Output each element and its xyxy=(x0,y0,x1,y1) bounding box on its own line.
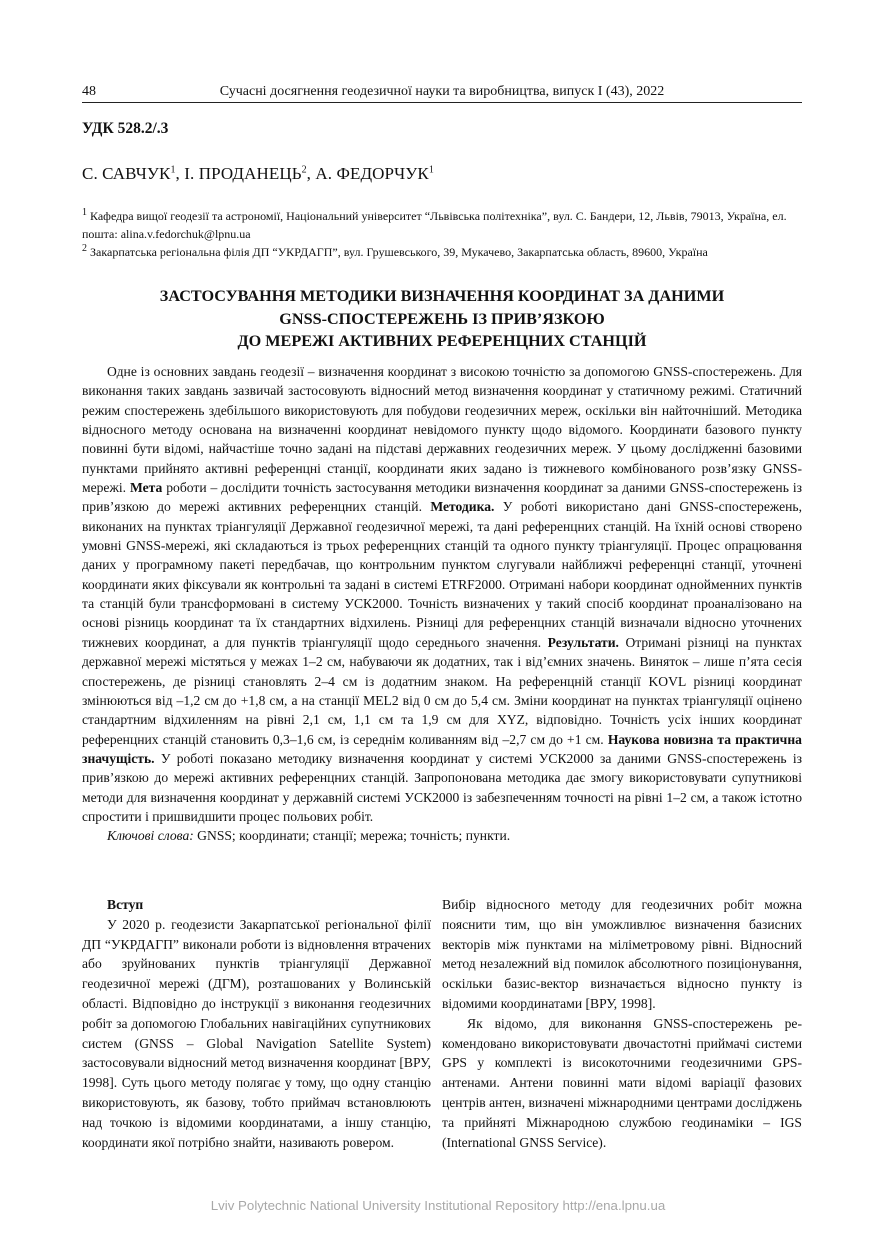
running-header xyxy=(82,84,802,103)
abstract-text: У роботі показано методику визначення координат у системі УСК2000 за даними GNSS-спостережень із прив’язкою до мережі активних референцних станцій. Запропонована методика дає змогу використовувати супутникові методи для визначення координат у державній системі УСК2000 із забезпеченням точності на рівні 1–2 см, а також істотно спростити і пришвидшити процес польових робіт. xyxy=(82,750,802,824)
author-separator: , xyxy=(306,164,316,183)
title-line: ЗАСТОСУВАННЯ МЕТОДИКИ ВИЗНАЧЕННЯ КООРДИНАТ ЗА ДАНИМИ xyxy=(159,287,725,305)
page-number: 48 xyxy=(82,84,96,99)
article-title xyxy=(82,285,802,353)
abstract-text: Одне із основних завдань геодезії – визначення координат з високою точністю за допомогою GNSS-спостережень. Для виконання таких завдань зазвичай застосовують відносний метод визначення координат у статичному режимі. Статичний режим спостережень здебільшого використовують для побудови геодезичних мереж, оскільки він найточніший. Методика відносного методу основана на визначенні координат невідомого пункту щодо відомого. Координати базового пункту повинні бути відомі, найчастіше точно задані на підставі державних геодезичних мереж. У цьому дослідженні базовими пунктами прийнято активні референцні станції, координати яких задано із тижневого комбінованого розв’язку GNSS-мережі. xyxy=(82,364,802,496)
affiliation xyxy=(82,207,802,243)
affiliations xyxy=(82,207,802,261)
affil-mark: 1 xyxy=(82,207,87,218)
left-column xyxy=(82,895,431,1152)
affil-text: Закарпатська регіональна філія ДП “УКРДАГП”, вул. Грушевського, 39, Мукачево, Закарпатська область, 89600, Україна xyxy=(87,245,708,259)
affiliation xyxy=(82,243,802,261)
author-name: С. САВЧУК xyxy=(82,164,171,183)
body-paragraph: Як відомо, для виконання GNSS-спостережень рекомендовано використовувати двочастотні приймачі системи GPS у комплекті із високоточними геодезичними GPS-антенами. Антени повинні мати відомі варіації фазових центрів антен, визначені міжнародними центрами досліджень та прийняті Міжнародною службою геодинаміки – IGS (International GNSS Service). xyxy=(442,1015,802,1150)
abstract-label-method: Методика. xyxy=(430,499,495,515)
author-name: А. ФЕДОРЧУК xyxy=(315,164,429,183)
abstract xyxy=(82,362,802,846)
author-name: І. ПРОДАНЕЦЬ xyxy=(184,164,302,183)
body-paragraph: У 2020 р. геодезисти Закарпатської регіональної філії ДП “УКРДАГП” виконали роботи із відновлення втрачених або зруйнованих пунктів тріангуляції Державної геодезичної мережі (ДГМ), розташованих у Волинській області. Відповідно до інструкції з виконання геодезичних робіт за допомогою Глобальних навігаційних супутникових систем (GNSS – Global Navigation Satellite System) застосовували відносний метод визначення координат [ВРУ, 1998]. Суть цього методу полягає у тому, що одну станцію використовують, як базову, тобто приймач встановлюють над точкою із відомими координатами, а іншу станцію, координати якої потрібно знайти, називають ровером. xyxy=(82,916,431,1150)
abstract-label-aim: Мета xyxy=(129,480,163,496)
abstract-paragraph xyxy=(82,362,802,826)
abstract-text: Отримані різниці на пунктах державної мережі містяться у межах 1–2 см, набуваючи як додатних, так і від’ємних значень. Виняток – лише п’ята сесія спостережень, де різниці становлять 2–4 см із додатним знаком. На референцній станції KOVL різниці координат змінюються від –1,2 см до +1,8 см, а на станції MEL2 від 0 см до 5,4 см. Зміни координат на пунктах тріангуляції оцінено стандартним відхиленням на рівні 2,1 см, 1,1 см та 1,9 см для XYZ, відповідно. Точність усіх інших координат референцних станцій становить 0,3–1,6 см, із середнім коливанням від –2,7 см до +1 см. xyxy=(82,634,803,747)
keywords xyxy=(82,826,802,845)
abstract-label-results: Результати. xyxy=(547,634,619,650)
title-line: GNSS-СПОСТЕРЕЖЕНЬ ІЗ ПРИВ’ЯЗКОЮ xyxy=(279,309,605,328)
abstract-text: роботи – дослідити точність застосування методики визначення координат за даними GNSS-спостережень із прив’язкою до мережі активних референцних станцій. xyxy=(82,480,802,515)
affil-mark: 2 xyxy=(82,243,87,254)
heading-intro: Вступ xyxy=(107,897,144,912)
udk-code: УДК 528.2/.3 xyxy=(82,120,169,137)
repository-footer: Lviv Polytechnic National University Institutional Repository http://ena.lpnu.ua xyxy=(210,1198,666,1213)
journal-title: Сучасні досягнення геодезичної науки та виробництва, випуск I (43), 2022 xyxy=(219,84,665,99)
author-affil-mark: 2 xyxy=(301,164,307,176)
keywords-label: Ключові слова: xyxy=(107,828,194,844)
author-affil-mark: 1 xyxy=(170,164,176,176)
body-paragraph: Вибір відносного методу для геодезичних робіт можна пояснити тим, що він уможливлює визначення базисних векторів між пунктами на міліметровому рівні. Відносний метод незалежний від помилок абсолютного позиціонування, оскільки базис-вектор визначається відносно пункту із відомими координатами [ВРУ, 1998]. xyxy=(442,897,802,1011)
affil-text: Кафедра вищої геодезії та астрономії, Національний університет “Львівська політехніка”, вул. С. Бандери, 12, Львів, 79013, Україна, ел. пошта: alina.v.fedorchuk@lpnu.ua xyxy=(82,209,787,241)
title-line: ДО МЕРЕЖІ АКТИВНИХ РЕФЕРЕНЦНИХ СТАНЦІЙ xyxy=(237,332,647,350)
abstract-label-novelty: Наукова новизна та практична значущість. xyxy=(82,731,802,766)
keywords-list: GNSS; координати; станції; мережа; точність; пункти. xyxy=(193,828,511,844)
abstract-text: У роботі використано дані GNSS-спостережень, виконаних на пунктах тріангуляції Державної геодезичної мережі, та дані референцних станцій. На їхній основі створено умовні GNSS-мережі, які складаються із трьох референцних станцій та одного пункту тріангуляції. Процес опрацювання даних у програмному пакеті передбачав, що контрольним пунктом слугували найближчі референцні станції, уточнені координати яких фіксували як контрольні та задані в системі ETRF2000. Отримані набори координат однойменних пунктів та станцій були трансформовані в систему УСК2000. Точність визначених у такий спосіб координат проаналізовано на основі різниць координат та їх стандартних відхилень. Різниці для референцних станцій визначали відносно уточнених тижневих координат, а для пунктів тріангуляції щодо середнього значення. xyxy=(82,499,803,650)
authors xyxy=(82,164,434,184)
right-column xyxy=(442,895,802,1152)
author-affil-mark: 1 xyxy=(428,164,434,176)
section-heading xyxy=(82,895,431,915)
author-separator: , xyxy=(175,164,185,183)
